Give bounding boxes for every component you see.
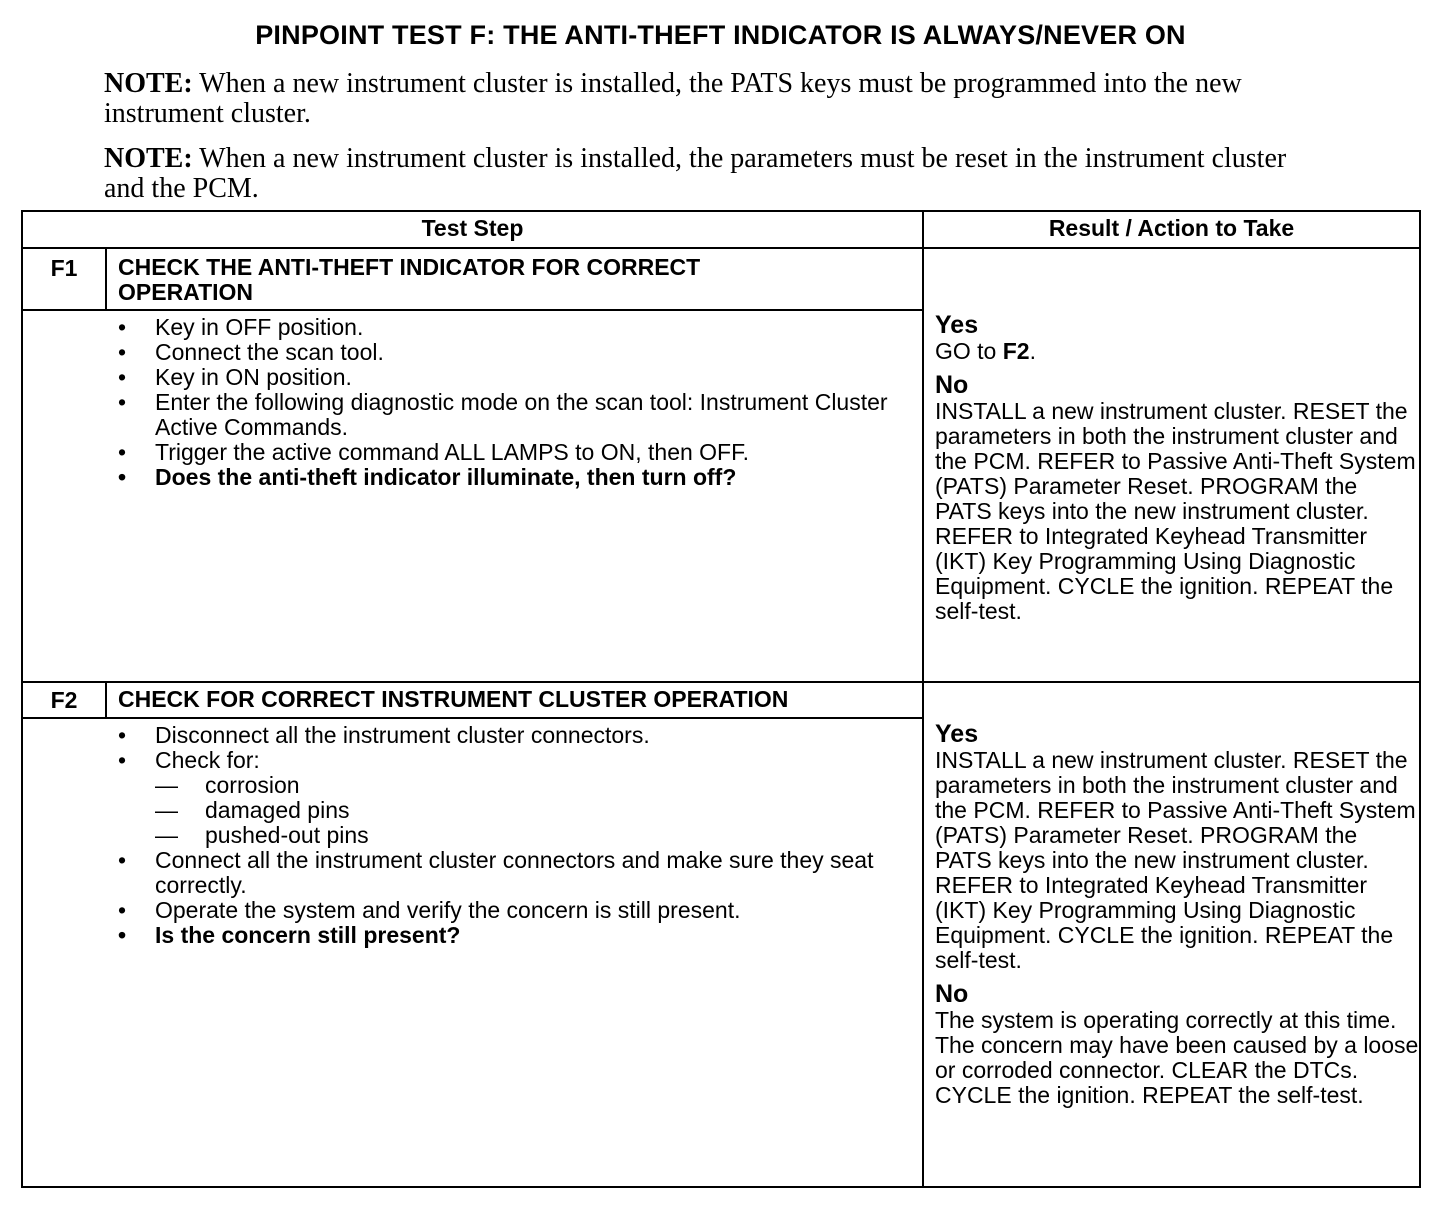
header-divider bbox=[23, 247, 1419, 249]
step-title-f1: CHECK THE ANTI-THEFT INDICATOR FOR CORRECT OPERATION bbox=[118, 254, 701, 305]
result-f1-yes-suffix: . bbox=[1029, 338, 1036, 364]
f2-id-divider bbox=[105, 683, 107, 718]
f1-title-divider bbox=[23, 309, 922, 311]
result-f2-yes-label: Yes bbox=[935, 720, 979, 748]
list-item: — pushed-out pins bbox=[155, 823, 878, 848]
note-label: NOTE: bbox=[104, 68, 193, 99]
list-item bbox=[118, 748, 878, 848]
page-title: PINPOINT TEST F: THE ANTI-THEFT INDICATOR IS ALWAYS/NEVER ON bbox=[255, 20, 1186, 50]
row-divider bbox=[23, 681, 1419, 683]
result-f1-yes-label: Yes bbox=[935, 311, 979, 339]
pinpoint-test-table bbox=[21, 210, 1421, 1188]
step-f1-instructions bbox=[118, 315, 908, 490]
column-divider bbox=[922, 212, 924, 1186]
list-item: • Connect all the instrument cluster connectors and make sure they seat correctly. bbox=[118, 848, 878, 898]
step-title-f2: CHECK FOR CORRECT INSTRUMENT CLUSTER OPERATION bbox=[118, 686, 789, 712]
list-item: • Enter the following diagnostic mode on the scan tool: Instrument Cluster Active Commands. bbox=[118, 390, 908, 440]
list-item: • Disconnect all the instrument cluster connectors. bbox=[118, 723, 878, 748]
list-item: • Trigger the active command ALL LAMPS to ON, then OFF. bbox=[118, 440, 908, 465]
step-f2-instructions bbox=[118, 723, 878, 948]
list-item: • Key in ON position. bbox=[118, 365, 908, 390]
note-pats-keys bbox=[104, 69, 1304, 129]
result-f2-no-label: No bbox=[935, 980, 969, 1008]
result-f2-no-text: The system is operating correctly at this time. The concern may have been caused by a loose or corroded connector. CLEAR the DTCs. CYCLE the ignition. REPEAT the self-test. bbox=[935, 1007, 1419, 1108]
step-reference-f2: F2 bbox=[1002, 338, 1030, 364]
note-text: When a new instrument cluster is installed, the PATS keys must be programmed into the new instrument cluster. bbox=[104, 68, 1242, 129]
check-for-list bbox=[155, 773, 878, 848]
header-result-action: Result / Action to Take bbox=[1048, 215, 1295, 241]
result-f1-no-label: No bbox=[935, 371, 969, 399]
note-label: NOTE: bbox=[104, 143, 193, 174]
step-id-f1: F1 bbox=[50, 255, 78, 281]
step-f2-question: • Is the concern still present? bbox=[118, 923, 878, 948]
result-f1-no-text: INSTALL a new instrument cluster. RESET the parameters in both the instrument cluster and the PCM. REFER to Passive Anti-Theft System (PATS) Parameter Reset. PROGRAM the PATS keys into the new instrument cluster. REFER to Integrated Keyhead Transmitter (IKT) Key Programming Using Diagnostic Equipment. CYCLE the ignition. REPEAT the self-test. bbox=[935, 398, 1416, 624]
result-f1 bbox=[935, 312, 1419, 624]
list-item: • Connect the scan tool. bbox=[118, 340, 908, 365]
list-item: • Key in OFF position. bbox=[118, 315, 908, 340]
note-text: When a new instrument cluster is installed, the parameters must be reset in the instrument cluster and the PCM. bbox=[104, 143, 1287, 204]
f2-title-divider bbox=[23, 717, 922, 719]
list-item: — corrosion bbox=[155, 773, 878, 798]
f1-id-divider bbox=[105, 249, 107, 310]
step-id-f2: F2 bbox=[50, 687, 78, 713]
list-item: — damaged pins bbox=[155, 798, 878, 823]
result-f1-yes-prefix: GO to bbox=[935, 338, 1003, 364]
check-for-label: Check for: bbox=[155, 747, 260, 773]
step-f1-question: • Does the anti-theft indicator illuminate, then turn off? bbox=[118, 465, 908, 490]
result-f1-yes-text bbox=[935, 339, 1419, 364]
result-f2 bbox=[935, 721, 1419, 1108]
header-test-step: Test Step bbox=[421, 215, 524, 241]
result-f2-yes-text: INSTALL a new instrument cluster. RESET the parameters in both the instrument cluster and the PCM. REFER to Passive Anti-Theft System (PATS) Parameter Reset. PROGRAM the PATS keys into the new instrument cluster. REFER to Integrated Keyhead Transmitter (IKT) Key Programming Using Diagnostic Equipment. CYCLE the ignition. REPEAT the self-test. bbox=[935, 747, 1416, 973]
list-item: • Operate the system and verify the concern is still present. bbox=[118, 898, 878, 923]
note-parameters-reset bbox=[104, 144, 1304, 204]
